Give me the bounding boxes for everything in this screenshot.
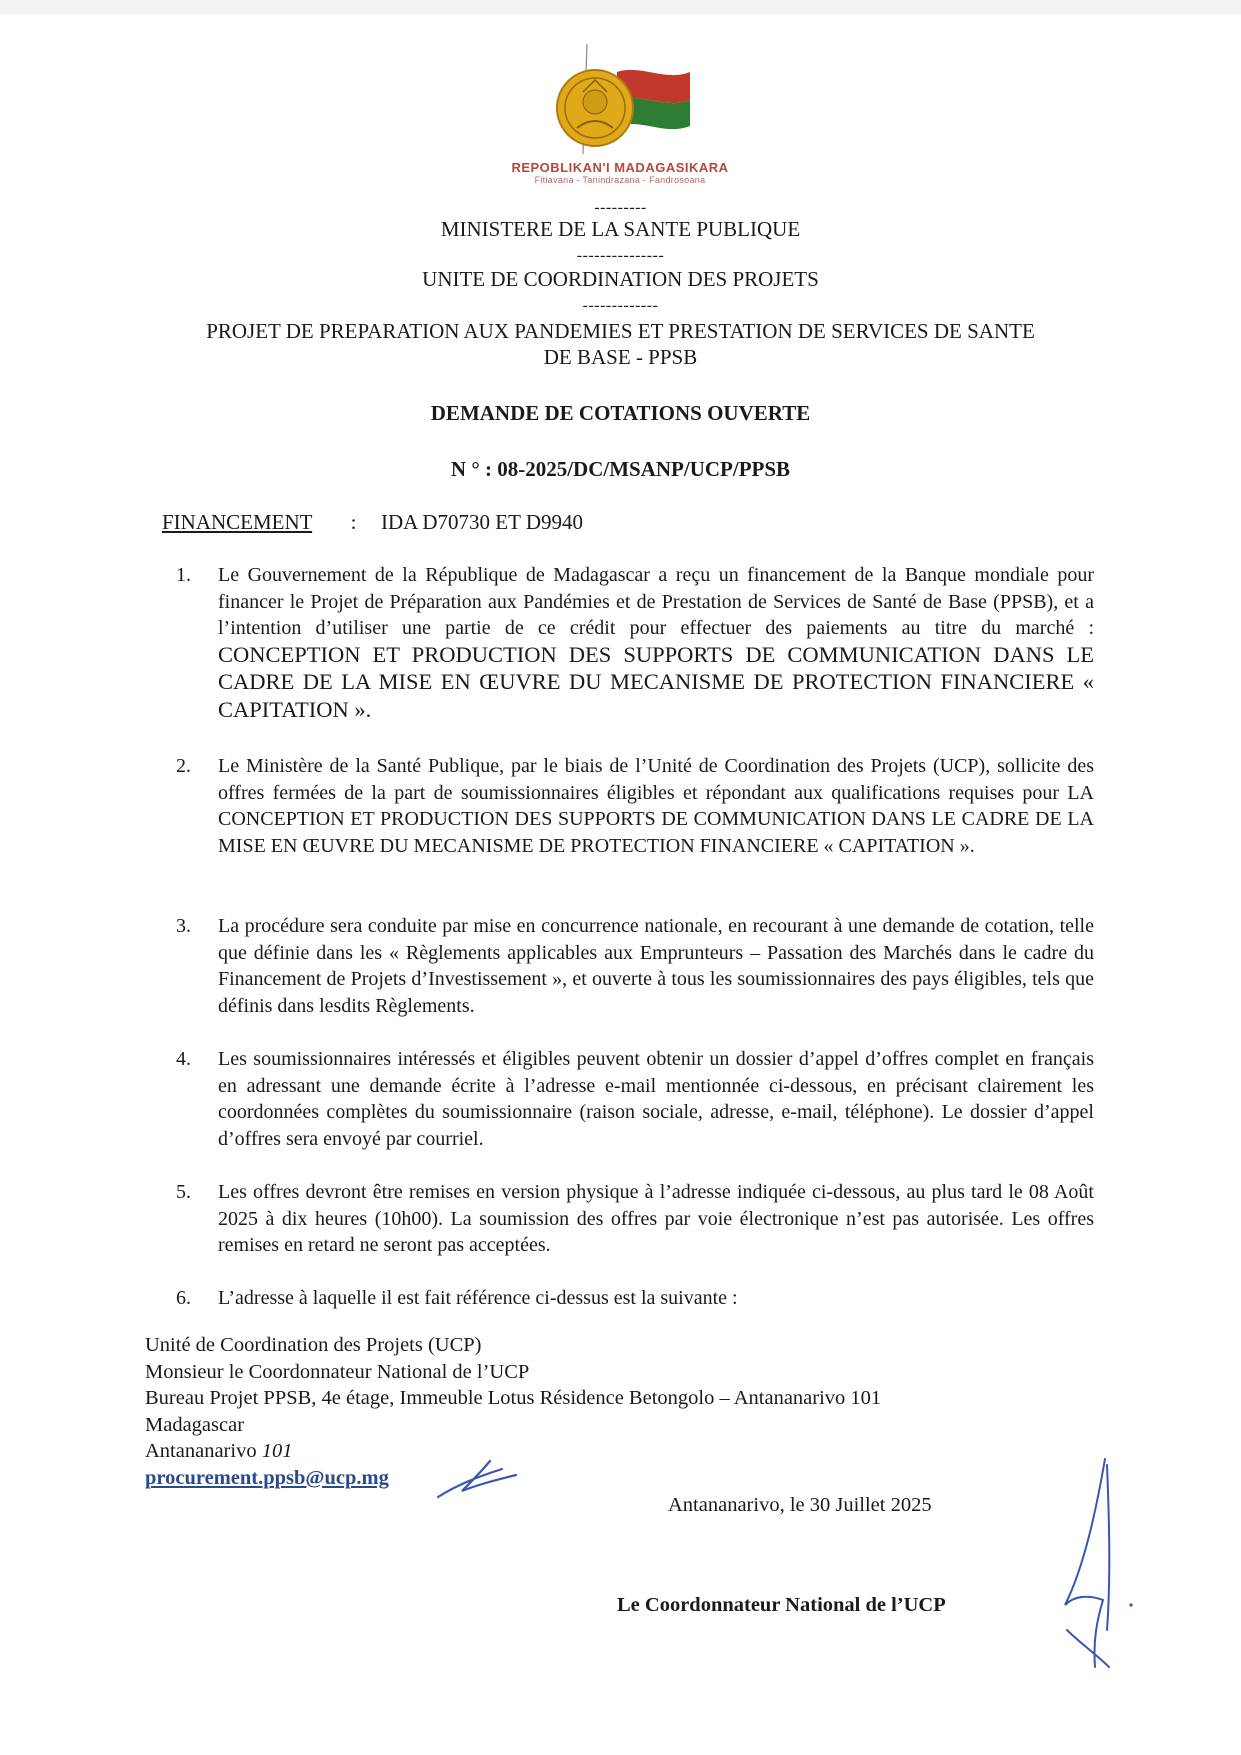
item-number: 2. [176,755,191,777]
address-postal-code: 101 [261,1440,293,1462]
paraph-signature [432,1455,522,1505]
republic-name: REPOBLIKAN'I MADAGASIKARA [511,160,729,175]
signature [1045,1455,1135,1670]
item-text: L’adresse à laquelle il est fait référence ci-dessus est la suivante : [218,1287,738,1309]
separator: --------------- [576,247,665,264]
list-item [176,1285,1094,1312]
address-line: Monsieur le Coordonnateur National de l’UCP [145,1360,530,1383]
email-link[interactable]: procurement.ppsb@ucp.mg [145,1466,389,1489]
item-text: Les soumissionnaires intéressés et éligibles peuvent obtenir un dossier d’appel d’offres complet en français en adressant une demande écrite à l’adresse e-mail mentionnée ci-dessous, en précisant clairement les coordonnées complètes du soumissionnaire (raison sociale, adresse, e-mail, téléphone). Le dossier d’appel d’offres sera envoyé par courriel. [218,1048,1094,1150]
scan-top-band [0,0,1241,14]
list-item [176,1179,1094,1259]
item-number: 5. [176,1181,191,1203]
item-number: 3. [176,915,191,937]
item-text: Les offres devront être remises en version physique à l’adresse indiquée ci-dessous, au plus tard le 08 Août 2025 à dix heures (10h00). La soumission des offres par voie électronique n’est pas autorisée. Les offres remises en retard ne seront pas acceptées. [218,1181,1094,1256]
project-title-line1: PROJET DE PREPARATION AUX PANDEMIES ET PRESTATION DE SERVICES DE SANTE [206,319,1035,343]
reference-number: N ° : 08-2025/DC/MSANP/UCP/PPSB [450,457,791,481]
item-text: La procédure sera conduite par mise en concurrence nationale, en recourant à une demande de cotation, telle que définie dans les « Règlements applicables aux Emprunteurs – Passation des Marchés dans le cadre du Financement de Projets d’Investissement », et ouverte à tous les soumissionnaires des pays éligibles, tels que définis dans lesdits Règlements. [218,915,1094,1017]
list-item [176,753,1094,859]
unit-name: UNITE DE COORDINATION DES PROJETS [422,267,819,291]
financing-label: FINANCEMENT [162,510,313,534]
date-line: Antananarivo, le 30 Juillet 2025 [668,1494,932,1516]
separator: ------------- [582,297,659,314]
item-number: 6. [176,1287,191,1309]
signatory-title: Le Coordonnateur National de l’UCP [617,1594,946,1616]
item-number: 4. [176,1048,191,1070]
project-title-line2: DE BASE - PPSB [543,345,698,369]
item-text: Le Ministère de la Santé Publique, par le biais de l’Unité de Coordination des Projets (UCP), sollicite des offres fermées de la part de soumissionnaires éligibles et répondant aux qualifications requises pour LA CONCEPTION ET PRODUCTION DES SUPPORTS DE COMMUNICATION DANS LE CADRE DE LA MISE EN ŒUVRE DU MECANISME DE PROTECTION FINANCIERE « CAPITATION ». [218,755,1094,857]
item-text-caps: CONCEPTION ET PRODUCTION DES SUPPORTS DE COMMUNICATION DANS LE CADRE DE LA MISE EN ŒUVRE DU MECANISME DE PROTECTION FINANCIERE « CAPITATION ». [218,641,1094,722]
separator: --------- [594,199,647,216]
address-line: Madagascar [145,1413,245,1436]
financing-value: IDA D70730 ET D9940 [380,510,583,534]
list-item [176,1046,1094,1152]
list-item [176,913,1094,1019]
address-city: Antananarivo [145,1440,262,1462]
address-line: Unité de Coordination des Projets (UCP) [145,1334,482,1356]
item-text: Le Gouvernement de la République de Madagascar a reçu un financement de la Banque mondiale pour financer le Projet de Préparation aux Pandémies et de Prestation de Services de Santé de Base (PPSB), et a l’intention d’utiliser une partie de ce crédit pour effectuer des paiements au titre du marché : [218,564,1094,639]
item-number: 1. [176,564,191,586]
ministry-name: MINISTERE DE LA SANTE PUBLIQUE [440,217,801,241]
list-item [176,562,1094,724]
republic-motto: Fitiavana - Tanindrazana - Fandrosoana [534,175,706,185]
financing-separator: : [350,510,357,534]
document-title: DEMANDE DE COTATIONS OUVERTE [430,401,811,425]
madagascar-seal-logo [545,42,695,154]
financing-line [162,510,583,535]
address-line: Bureau Projet PPSB, 4e étage, Immeuble Lotus Résidence Betongolo – Antananarivo 101 [145,1387,882,1409]
